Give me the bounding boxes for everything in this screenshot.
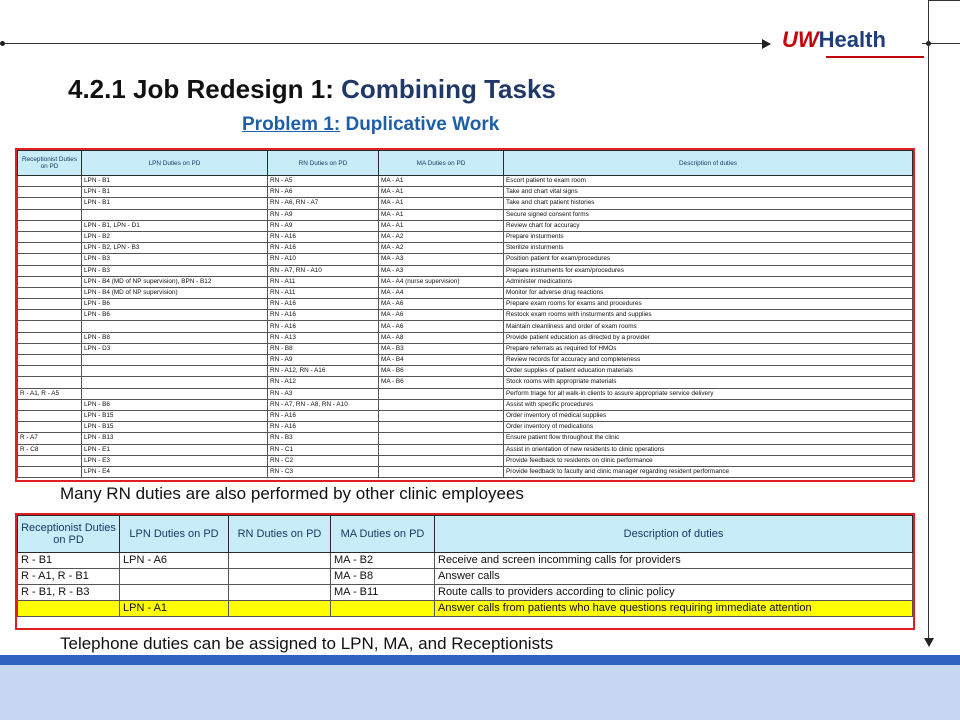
table-cell: Prepare referrals as required fof HMOs [504,343,913,354]
table-cell [18,366,82,377]
column-header: MA Duties on PD [331,516,435,553]
table-cell [18,455,82,466]
table-row [18,243,913,254]
table-cell: Provide patient education as directed by a provider [504,332,913,343]
table-cell: LPN - B1 [82,176,268,187]
table-cell: LPN - B13 [82,433,268,444]
telephone-table [17,515,913,617]
table-cell [379,444,504,455]
table-cell: MA - A2 [379,243,504,254]
table-cell: Review chart for accuracy [504,220,913,231]
table-cell: MA - A1 [379,209,504,220]
table-cell: RN - C2 [268,455,379,466]
table-row [18,377,913,388]
table-cell: Ensure patient flow throughout the clinic [504,433,913,444]
table-cell: LPN - B4 (MD of NP supervision), BPN - B12 [82,276,268,287]
table-cell: MA - B6 [379,377,504,388]
subtitle-rest: Duplicative Work [345,114,500,135]
table-cell [82,209,268,220]
top-rule-left [0,43,770,44]
table-cell: Provide feedback to residents on clinic performance [504,455,913,466]
table-cell [18,343,82,354]
table-row [18,601,913,617]
table-cell: Secure signed consent forms [504,209,913,220]
table-cell [379,410,504,421]
table-cell [120,585,229,601]
duties-table-header [18,151,913,176]
table-row [18,466,913,477]
table-cell: LPN - A6 [120,553,229,569]
table-cell: Administer medications [504,276,913,287]
table-row [18,321,913,332]
table-cell: Review records for accuracy and completeness [504,355,913,366]
table-cell: RN - A5 [268,176,379,187]
top-rule-left-dot [0,41,5,46]
table-cell: Prepare exam rooms for exams and procedures [504,299,913,310]
table-cell: RN - A9 [268,355,379,366]
table-row [18,553,913,569]
table-cell: MA - A8 [379,332,504,343]
table-cell: MA - B8 [331,569,435,585]
column-header: Description of duties [435,516,913,553]
table-cell [379,455,504,466]
table-cell: Order inventory of medications [504,422,913,433]
table-cell [379,433,504,444]
footer-band-dark [0,655,960,665]
table-cell: LPN - B2, LPN - B3 [82,243,268,254]
table-cell: RN - A16 [268,422,379,433]
table-cell [18,601,120,617]
table-cell: R - B1 [18,553,120,569]
table-cell [18,176,82,187]
table-row [18,231,913,242]
table-cell: MA - B6 [379,366,504,377]
table-row [18,287,913,298]
table-cell: RN - A9 [268,220,379,231]
table-cell: MA - A1 [379,220,504,231]
table-cell: RN - A11 [268,287,379,298]
table-cell [18,466,82,477]
column-header: Receptionist Duties on PD [18,151,82,176]
table-cell: RN - B3 [268,433,379,444]
table-cell: Take and chart patient histories [504,198,913,209]
slide-title [68,74,556,105]
table-cell: Assist in orientation of new residents to clinic operations [504,444,913,455]
table-cell: RN - A16 [268,231,379,242]
table-cell: RN - A16 [268,243,379,254]
table-row [18,187,913,198]
table-row [18,410,913,421]
table-cell: LPN - B3 [82,265,268,276]
table-cell: RN - A6, RN - A7 [268,198,379,209]
table-cell: MA - B4 [379,355,504,366]
column-header: LPN Duties on PD [120,516,229,553]
table-cell: R - C8 [18,444,82,455]
table-cell: RN - A16 [268,299,379,310]
table-cell [229,601,331,617]
table-cell [18,410,82,421]
table-cell: Position patient for exam/procedures [504,254,913,265]
table-cell: LPN - E4 [82,466,268,477]
table-cell [18,299,82,310]
table-cell: Order supplies of patient education materials [504,366,913,377]
logo-underline [826,56,924,58]
table-cell: MA - A2 [379,231,504,242]
table-cell: Escort patient to exam room [504,176,913,187]
table-cell: MA - B2 [331,553,435,569]
table-cell: MA - A4 [379,287,504,298]
table-cell: Restock exam rooms with insturments and supplies [504,310,913,321]
telephone-table-body [18,553,913,617]
duties-table [17,150,913,478]
table-cell [379,399,504,410]
top-rule-arrow [762,39,771,49]
table-cell: RN - A7, RN - A10 [268,265,379,276]
table-cell [18,310,82,321]
column-header: Receptionist Duties on PD [18,516,120,553]
table-row [18,310,913,321]
table-cell: LPN - B6 [82,299,268,310]
table-row [18,366,913,377]
table-cell [18,355,82,366]
table-cell: Take and chart vital signs [504,187,913,198]
table-cell [229,569,331,585]
table-cell [18,187,82,198]
table-cell: LPN - B2 [82,231,268,242]
table-cell [82,366,268,377]
table-cell: RN - A12 [268,377,379,388]
table-row [18,176,913,187]
footer-band-light [0,665,960,720]
table-cell: MA - A1 [379,176,504,187]
column-header: RN Duties on PD [268,151,379,176]
table-cell [82,388,268,399]
table-row [18,388,913,399]
table-cell [18,276,82,287]
table-cell: LPN - B15 [82,410,268,421]
table-row [18,276,913,287]
table-cell: RN - A10 [268,254,379,265]
table-cell: LPN - B1 [82,187,268,198]
table-cell: LPN - A1 [120,601,229,617]
table-cell: LPN - E3 [82,455,268,466]
caption-telephone-duties: Telephone duties can be assigned to LPN, MA, and Receptionists [60,634,554,653]
table-cell: LPN - B1 [82,198,268,209]
table-cell: RN - A11 [268,276,379,287]
table-cell: RN - B8 [268,343,379,354]
title-prefix: 4.2.1 Job Redesign 1: [68,74,334,104]
table-cell: Order inventory of medical supplies [504,410,913,421]
table-cell: Route calls to providers according to clinic policy [435,585,913,601]
table-cell [18,198,82,209]
table-cell [379,388,504,399]
table-cell: MA - A1 [379,198,504,209]
table-cell: R - A1, R - A5 [18,388,82,399]
table-cell: R - A7 [18,433,82,444]
table-cell [18,220,82,231]
telephone-table-header [18,516,913,553]
table-cell [82,321,268,332]
subtitle-problem: Problem 1: [242,114,341,135]
right-vertical-rule [928,0,929,640]
table-row [18,332,913,343]
table-cell: LPN - B4 (MD of NP supervision) [82,287,268,298]
table-cell [18,377,82,388]
column-header: Description of duties [504,151,913,176]
table-row [18,209,913,220]
title-accent: Combining Tasks [341,74,556,104]
table-row [18,422,913,433]
table-cell: LPN - B3 [82,254,268,265]
table-cell [229,585,331,601]
table-cell: Answer calls from patients who have questions requiring immediate attention [435,601,913,617]
table-cell: MA - A3 [379,254,504,265]
table-row [18,444,913,455]
table-cell [18,254,82,265]
table-cell: RN - A16 [268,321,379,332]
table-cell: RN - A6 [268,187,379,198]
table-cell: Prepare insturments [504,231,913,242]
column-header: LPN Duties on PD [82,151,268,176]
table-row [18,433,913,444]
table-cell: MA - A3 [379,265,504,276]
table-cell: RN - A7, RN - A8, RN - A10 [268,399,379,410]
table-cell: Prepare instruments for exam/procedures [504,265,913,276]
table-cell: LPN - B6 [82,310,268,321]
table-cell: Maintain cleanliness and order of exam rooms [504,321,913,332]
table-cell: Perform triage for all walk-in clients to assure appropriate service delivery [504,388,913,399]
table-row [18,355,913,366]
table-cell: LPN - B6 [82,399,268,410]
table-cell [18,243,82,254]
table-cell: Assist with specific procedures [504,399,913,410]
table-cell [18,287,82,298]
table-cell: LPN - B15 [82,422,268,433]
table-cell [18,422,82,433]
table-cell: RN - A13 [268,332,379,343]
telephone-table-frame [15,513,915,630]
table-cell [18,209,82,220]
table-cell: MA - B3 [379,343,504,354]
table-cell [18,231,82,242]
table-cell: MA - A1 [379,187,504,198]
logo-uw: UW [782,27,819,52]
caption-rn-duties: Many RN duties are also performed by other clinic employees [60,484,524,503]
table-cell: LPN - D3 [82,343,268,354]
duties-table-frame [15,148,915,482]
table-cell: RN - C3 [268,466,379,477]
table-cell: MA - A6 [379,321,504,332]
table-cell [379,422,504,433]
duties-table-body [18,176,913,478]
uw-health-logo [782,28,886,52]
table-cell [82,355,268,366]
table-cell: MA - A4 (nurse supervision) [379,276,504,287]
table-cell: LPN - E1 [82,444,268,455]
table-cell: R - A1, R - B1 [18,569,120,585]
table-row [18,399,913,410]
table-cell [331,601,435,617]
table-row [18,299,913,310]
table-row [18,585,913,601]
table-cell: MA - B11 [331,585,435,601]
table-cell: LPN - B8 [82,332,268,343]
table-cell: MA - A6 [379,310,504,321]
table-cell: RN - C1 [268,444,379,455]
top-rule-right-short [928,0,960,1]
table-cell [18,332,82,343]
table-cell: Receive and screen incomming calls for providers [435,553,913,569]
table-cell: MA - A6 [379,299,504,310]
table-row [18,265,913,276]
table-cell [18,265,82,276]
table-cell: R - B1, R - B3 [18,585,120,601]
table-cell [18,321,82,332]
table-cell [18,399,82,410]
column-header: MA Duties on PD [379,151,504,176]
table-cell [120,569,229,585]
table-cell: RN - A12, RN - A16 [268,366,379,377]
table-cell: RN - A9 [268,209,379,220]
table-cell: Stock rooms with appropriate materials [504,377,913,388]
table-row [18,254,913,265]
table-row [18,198,913,209]
table-cell: Answer calls [435,569,913,585]
table-cell: LPN - B1, LPN - D1 [82,220,268,231]
logo-health: Health [818,27,886,52]
table-cell: Sterilize insturments [504,243,913,254]
table-row [18,455,913,466]
table-row [18,569,913,585]
slide-subtitle [242,114,499,136]
table-cell: Monitor for adverse drug reactions [504,287,913,298]
table-cell: Provide feedback to faculty and clinic manager regarding resident performance [504,466,913,477]
table-cell: RN - A3 [268,388,379,399]
table-cell [82,377,268,388]
right-rule-arrow [924,638,934,647]
table-cell: RN - A16 [268,410,379,421]
table-row [18,343,913,354]
column-header: RN Duties on PD [229,516,331,553]
table-cell [229,553,331,569]
table-cell [379,466,504,477]
table-row [18,220,913,231]
table-cell: RN - A16 [268,310,379,321]
